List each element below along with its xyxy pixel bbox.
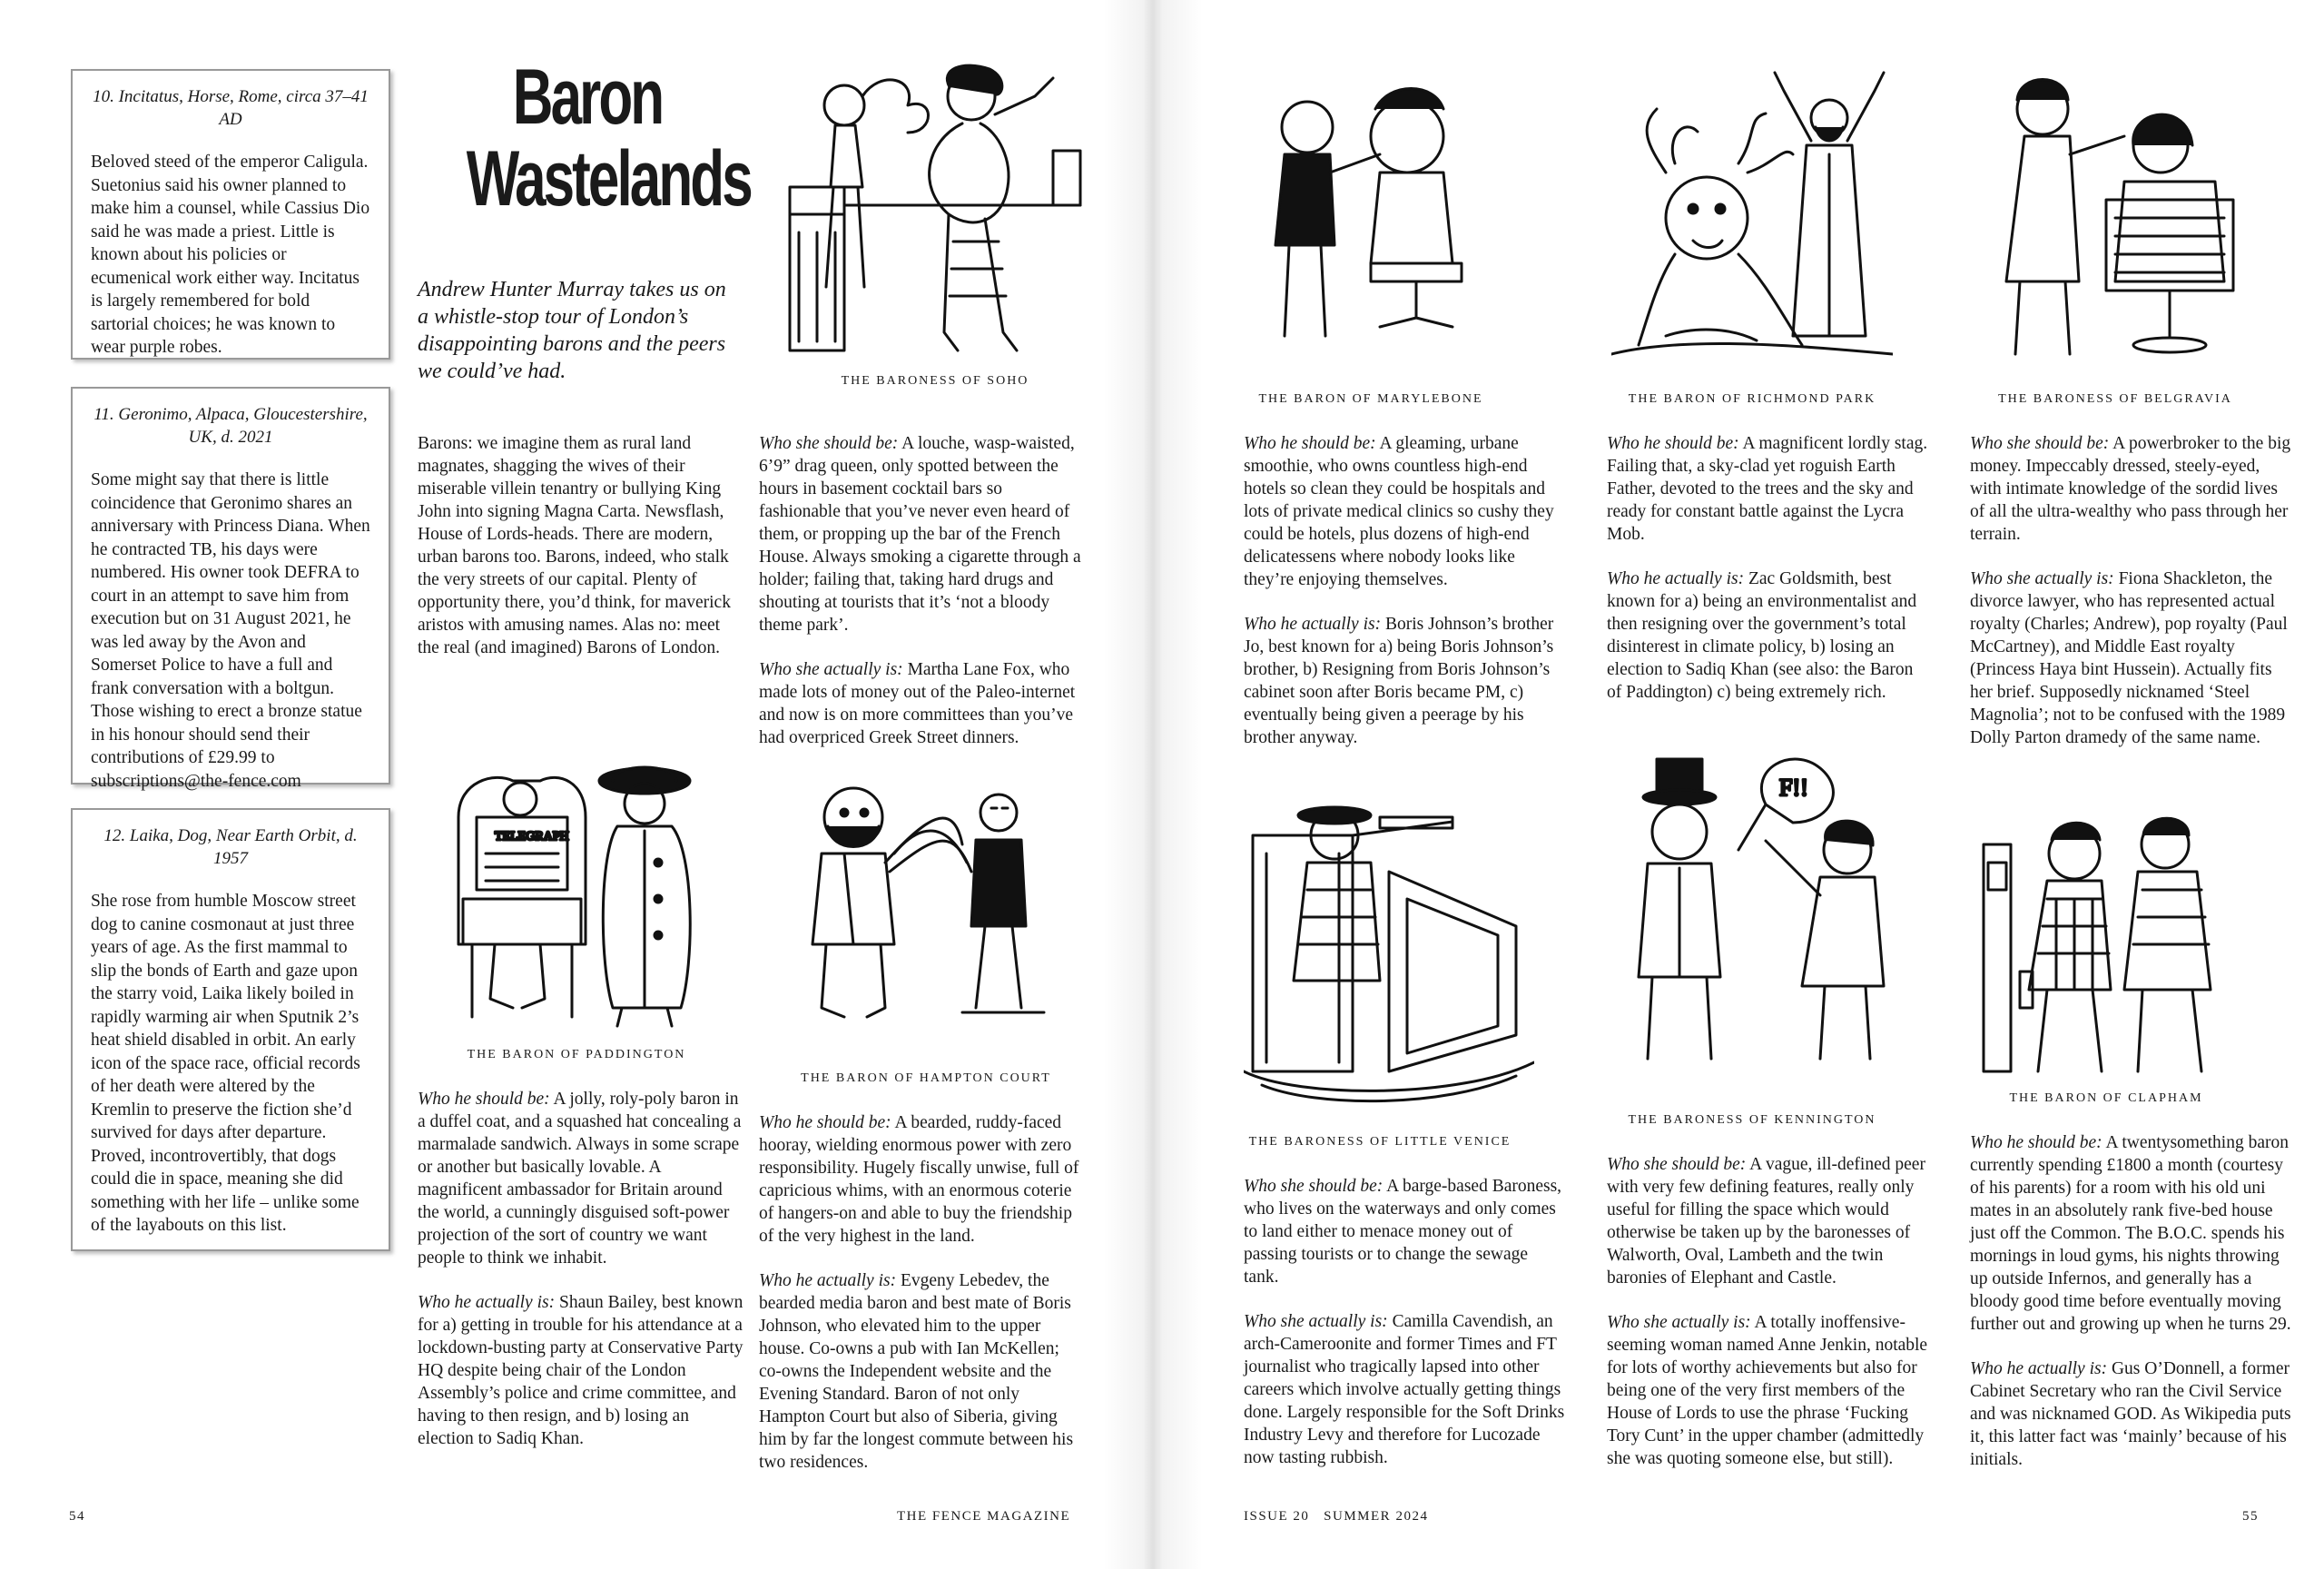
little-venice-actually xyxy=(1244,1310,1566,1469)
hampton-should xyxy=(759,1111,1086,1248)
caption-richmond-park: THE BARON OF RICHMOND PARK xyxy=(1628,392,1876,406)
should-text: A louche, wasp-waisted, 6’9” drag queen, only spotted between the hours in basement cocktail bars so fashionable that you’ve never even heard of them, or propping up the bar of the French House. Always smoking a cigarette through a holder; failing that, taking hard drugs and shouting at tourists that it’s ‘not a bloody theme park’. xyxy=(759,434,1081,635)
baron-of-hampton-court-illustration xyxy=(781,763,1071,1035)
intro-paragraph: Barons: we imagine them as rural land magnates, shagging the wives of their miserable villein tenantry or bullying King John into signing Magna Carta. Newsflash, House of Lords-heads. There are modern, urban barons too. Barons, indeed, who stalk the very streets of our capital. Plenty of opportunity there, you’d think, for maverick aristos with amusing names. Alas no: meet the real (and imagined) Barons of London. xyxy=(418,434,731,657)
caption-marylebone: THE BARON OF MARYLEBONE xyxy=(1258,392,1483,406)
clapham-column xyxy=(1970,1131,2292,1493)
baron-of-paddington-illustration xyxy=(440,745,713,1035)
baroness-of-little-venice-illustration xyxy=(1244,799,1534,1108)
should-text: A jolly, roly-poly baron in a duffel coat, and a squashed hat concealing a marmalade sandwich. Always in some scrape or another but basically lovable. A magnificent ambassador for Britain around the world, a cunningly disguised soft-power projection of the sort of country we want people to think we inhabit. xyxy=(418,1090,742,1268)
belgravia-should xyxy=(1970,432,2292,546)
clapham-should xyxy=(1970,1131,2292,1336)
hampton-actually xyxy=(759,1269,1086,1474)
should-text: A magnificent lordly stag. Failing that, a sky-clad yet roguish Earth Father, devoted to the trees and the sky and ready for constant battle against the Lycra Mob. xyxy=(1607,434,1928,544)
should-text: A vague, ill-defined peer with very few defining features, really only useful for filling the space which would otherwise be taken up by the baronesses of Walworth, Oval, Lambeth and the twin baronies of Elephant and Castle. xyxy=(1607,1155,1925,1288)
belgravia-actually xyxy=(1970,567,2292,749)
should-text: A gleaming, urbane smoothie, who owns countless high-end hotels so clean they could be hospitals and lots of private medical clinics so cushy they could be hotels, plus dozens of high-end delicatessens where nobody looks like they’re enjoying themselves. xyxy=(1244,434,1554,589)
speech-bubble-text: F!! xyxy=(1779,775,1808,801)
should-label: Who he should be: xyxy=(1244,434,1376,453)
actually-text: Boris Johnson’s brother Jo, best known for a) being Boris Johnson’s brother, b) Resigning from Boris Johnson’s cabinet soon after Boris became PM, c) eventually being given a peerage by his brother anyway. xyxy=(1244,615,1554,747)
hampton-column xyxy=(759,1111,1086,1495)
baron-of-clapham-illustration xyxy=(1974,790,2247,1081)
sidebar-box-geronimo xyxy=(71,387,390,791)
article-title-line-1: Baron xyxy=(512,54,663,141)
should-label: Who he should be: xyxy=(1607,434,1739,453)
actually-text: Zac Goldsmith, best known for a) being an environmentalist and then resigning over the government’s total disinterest in climate policy, b) losing an election to Sadiq Khan (see also: the Baron of Paddington) c) being extremely rich. xyxy=(1607,569,1917,702)
actually-label: Who she actually is: xyxy=(1607,1313,1751,1332)
should-label: Who he should be: xyxy=(759,1113,891,1132)
baroness-of-belgravia-illustration xyxy=(1970,64,2242,363)
little-venice-should xyxy=(1244,1175,1566,1288)
marylebone-should xyxy=(1244,432,1566,591)
marylebone-column xyxy=(1244,432,1566,771)
soho-column xyxy=(759,432,1086,771)
caption-clapham: THE BARON OF CLAPHAM xyxy=(2009,1091,2203,1105)
page-number-left: 54 xyxy=(69,1509,85,1524)
should-label: Who she should be: xyxy=(759,434,899,453)
paddington-column xyxy=(418,1088,744,1472)
baron-of-marylebone-illustration xyxy=(1244,82,1507,354)
actually-label: Who he actually is: xyxy=(1607,569,1745,588)
marylebone-actually xyxy=(1244,613,1566,749)
standfirst: Andrew Hunter Murray takes us on a whistle-stop tour of London’s disappointing barons and the peers we could’ve had. xyxy=(418,278,726,383)
richmond-column xyxy=(1607,432,1929,725)
actually-label: Who he actually is: xyxy=(418,1293,556,1312)
actually-label: Who she actually is: xyxy=(1244,1312,1388,1331)
sidebar-box-title: 10. Incitatus, Horse, Rome, circa 37–41 AD xyxy=(93,87,369,129)
kennington-should xyxy=(1607,1153,1929,1289)
paddington-actually xyxy=(418,1291,744,1450)
actually-label: Who he actually is: xyxy=(759,1271,897,1290)
actually-text: Camilla Cavendish, an arch-Cameroonite and former Times and FT journalist who tragically lapsed into other careers which involve actually getting things done. Largely responsible for the Soft Drinks Industry Levy and therefore for Lucozade now tasting rubbish. xyxy=(1244,1312,1565,1467)
sidebar-box-laika xyxy=(71,808,390,1251)
newspaper-masthead: TELEGRAPH xyxy=(495,830,569,844)
actually-text: Evgeny Lebedev, the bearded media baron and best mate of Boris Johnson, who elevated him to the upper house. Co-owns a pub with Ian McKellen; co-owns the Independent website and the Evening Standard. Baron of not only Hampton Court but also of Siberia, giving him by far the longest commute between his two residences. xyxy=(759,1271,1074,1472)
caption-little-venice: THE BARONESS OF LITTLE VENICE xyxy=(1248,1135,1512,1149)
actually-text: Martha Lane Fox, who made lots of money out of the Paleo-internet and now is on more committees than you’ve had overpriced Greek Street dinners. xyxy=(759,660,1076,747)
should-label: Who he should be: xyxy=(418,1090,550,1109)
richmond-actually xyxy=(1607,567,1929,704)
sidebar-box-body: Some might say that there is little coincidence that Geronimo shares an anniversary with Princess Diana. When he contracted TB, his days were numbered. His owner took DEFRA to court in an attempt to save him from execution but on 31 August 2021, he was led away by the Avon and Somerset Police to have a full and frank conversation with a boltgun. Those wishing to erect a bronze statue in his honour should send their contributions of £29.99 to subscriptions@the-fence.com xyxy=(91,470,370,791)
should-text: A barge-based Baroness, who lives on the waterways and only comes to land either to menace money out of passing tourists or to change the sewage tank. xyxy=(1244,1177,1562,1287)
spine-gutter xyxy=(1103,0,1203,1569)
actually-label: Who he actually is: xyxy=(1970,1359,2108,1378)
article-title-line-2: Wastelands xyxy=(466,135,751,222)
sidebar-box-title: 12. Laika, Dog, Near Earth Orbit, d. 1957 xyxy=(103,826,358,868)
little-venice-column xyxy=(1244,1175,1566,1491)
actually-text: Fiona Shackleton, the divorce lawyer, who has represented actual royalty (Charles; Andrew), pop royalty (Paul McCartney), and Middle East royalty (Princess Haya bint Hussein). Actually fits her brief. Supposedly nicknamed ‘Steel Magnolia’; not to be confused with the 1989 Dolly Parton dramedy of the same name. xyxy=(1970,569,2288,747)
intro-column xyxy=(418,432,740,681)
caption-soho: THE BARONESS OF SOHO xyxy=(841,374,1029,388)
caption-kennington: THE BARONESS OF KENNINGTON xyxy=(1628,1113,1876,1127)
sidebar-box-title: 11. Geronimo, Alpaca, Gloucestershire, UK, d. 2021 xyxy=(94,405,368,447)
right-page xyxy=(1153,0,2324,1569)
caption-paddington: THE BARON OF PADDINGTON xyxy=(467,1048,686,1061)
soho-should xyxy=(759,432,1086,636)
kennington-actually xyxy=(1607,1311,1929,1470)
should-text: A bearded, ruddy-faced hooray, wielding enormous power with zero responsibility. Hugely fiscally unwise, full of capricious whims, with an enormous coterie of hangers-on and able to buy the friendship of the very highest in the land. xyxy=(759,1113,1079,1246)
should-text: A twentysomething baron currently spending £1800 a month (courtesy of his parents) for a room with his old uni mates in an absolutely rank five-bed house just off the Common. The B.O.C. spends his mornings in loud gyms, his nights throwing up outside Infernos, and generally has a bloody good time before eventually moving further out and growing up when he turns 29. xyxy=(1970,1133,2291,1334)
kennington-column xyxy=(1607,1153,1929,1492)
baron-of-richmond-park-illustration xyxy=(1611,64,1893,363)
article-title xyxy=(466,54,751,222)
actually-label: Who she actually is: xyxy=(1970,569,2114,588)
baroness-of-soho-illustration xyxy=(781,60,1089,369)
paddington-should xyxy=(418,1088,744,1269)
should-label: Who she should be: xyxy=(1244,1177,1384,1196)
actually-text: A totally inoffensive-seeming woman named Anne Jenkin, notable for lots of worthy achievements but also for being one of the very first members of the House of Lords to use the phrase ‘Fucking Tory Cunt’ in the upper chamber (admittedly she was quoting someone else, but still). xyxy=(1607,1313,1928,1468)
caption-belgravia: THE BARONESS OF BELGRAVIA xyxy=(1998,392,2232,406)
magazine-name: THE FENCE MAGAZINE xyxy=(897,1509,1071,1524)
soho-actually xyxy=(759,658,1086,749)
should-label: Who she should be: xyxy=(1607,1155,1747,1174)
richmond-should xyxy=(1607,432,1929,546)
sidebar-box-body: Beloved steed of the emperor Caligula. Suetonius said his owner planned to make him a counsel, while Cassius Dio said he was made a priest. Little is known about his policies or ecumenical work either way. Incitatus is largely remembered for bold sartorial choices; he was known to wear purple robes. xyxy=(91,153,370,357)
baroness-of-kennington-illustration xyxy=(1611,750,1902,1077)
actually-text: Gus O’Donnell, a former Cabinet Secretary who ran the Civil Service and was nicknamed GOD. As Wikipedia puts it, this latter fact was ‘mainly’ because of his initials. xyxy=(1970,1359,2291,1469)
should-text: A powerbroker to the big money. Impeccably dressed, steely-eyed, with intimate knowledge of the sordid lives of all the ultra-wealthy who pass through her terrain. xyxy=(1970,434,2291,544)
sidebar-box-incitatus xyxy=(71,69,390,360)
sidebar-box-body: She rose from humble Moscow street dog to canine cosmonaut at just three years of age. As the first mammal to slip the bonds of Earth and gaze upon the starry void, Laika likely boiled in rapidly warming air when Sputnik 2’s heat shield disabled in orbit. An early icon of the space race, official records of her death were altered by the Kremlin to preserve the fiction she’d survived for days after departure. Proved, incontrovertibly, that dogs could die in space, meaning she did something with her life – unlike some of the layabouts on this list. xyxy=(91,892,360,1235)
should-label: Who he should be: xyxy=(1970,1133,2102,1152)
page-number-right: 55 xyxy=(2242,1509,2259,1524)
issue-info: ISSUE 20 SUMMER 2024 xyxy=(1244,1509,1429,1524)
clapham-actually xyxy=(1970,1357,2292,1471)
actually-label: Who she actually is: xyxy=(759,660,903,679)
left-page xyxy=(0,0,1153,1569)
should-label: Who she should be: xyxy=(1970,434,2110,453)
actually-label: Who he actually is: xyxy=(1244,615,1382,634)
actually-text: Shaun Bailey, best known for a) getting in trouble for his attendance at a lockdown-busting party at Conservative Party HQ despite being chair of the London Assembly’s police and crime committee, and having to then resign, and b) losing an election to Sadiq Khan. xyxy=(418,1293,743,1448)
belgravia-column xyxy=(1970,432,2292,771)
caption-hampton-court: THE BARON OF HAMPTON COURT xyxy=(801,1071,1051,1085)
